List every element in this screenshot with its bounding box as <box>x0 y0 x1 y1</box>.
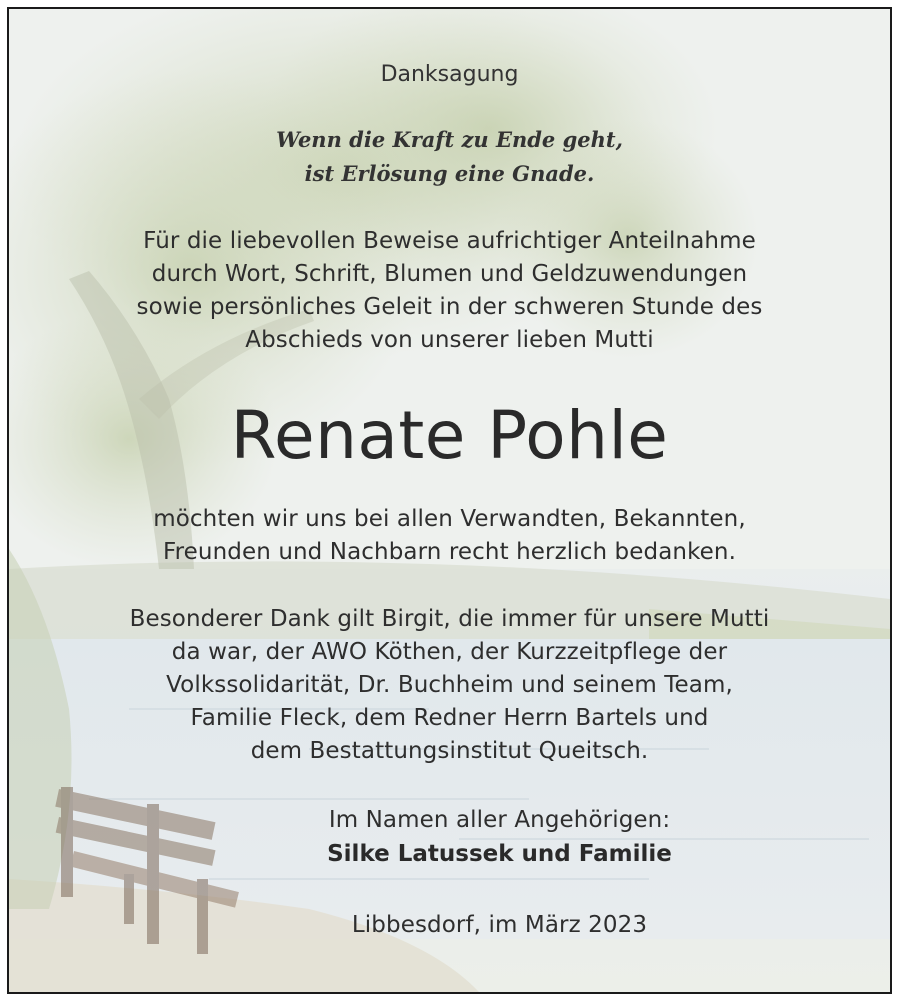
paragraph2-line-2: Freunden und Nachbarn recht herzlich bedanken. <box>162 539 737 565</box>
paragraph1-line-1: Für die liebevollen Beweise aufrichtiger Anteilnahme <box>143 228 756 254</box>
motto-line-1: Wenn die Kraft zu Ende geht, <box>276 127 623 152</box>
obituary-card <box>7 7 892 994</box>
paragraph1-line-3: sowie persönliches Geleit in der schweren Stunde des <box>136 294 763 320</box>
place-date: Libbesdorf, im März 2023 <box>351 912 648 938</box>
paragraph1-line-2: durch Wort, Schrift, Blumen und Geldzuwendungen <box>151 261 748 287</box>
paragraph1-line-4: Abschieds von unserer lieben Mutti <box>245 327 654 353</box>
closing-line: Im Namen aller Angehörigen: <box>328 807 671 833</box>
paragraph3-line-4: Familie Fleck, dem Redner Herrn Bartels und <box>190 705 709 731</box>
paragraph3-line-2: da war, der AWO Köthen, der Kurzzeitpflege der <box>171 639 728 665</box>
paragraph2-line-1: möchten wir uns bei allen Verwandten, Bekannten, <box>153 506 746 532</box>
paragraph3-line-3: Volkssolidarität, Dr. Buchheim und seinem Team, <box>166 672 733 698</box>
deceased-name: Renate Pohle <box>230 397 669 474</box>
paragraph3-line-5: dem Bestattungsinstitut Queitsch. <box>250 738 649 764</box>
signature: Silke Latussek und Familie <box>327 841 672 867</box>
motto-line-2: ist Erlösung eine Gnade. <box>304 161 595 186</box>
heading: Danksagung <box>380 62 519 87</box>
paragraph3-line-1: Besonderer Dank gilt Birgit, die immer für unsere Mutti <box>129 606 770 632</box>
